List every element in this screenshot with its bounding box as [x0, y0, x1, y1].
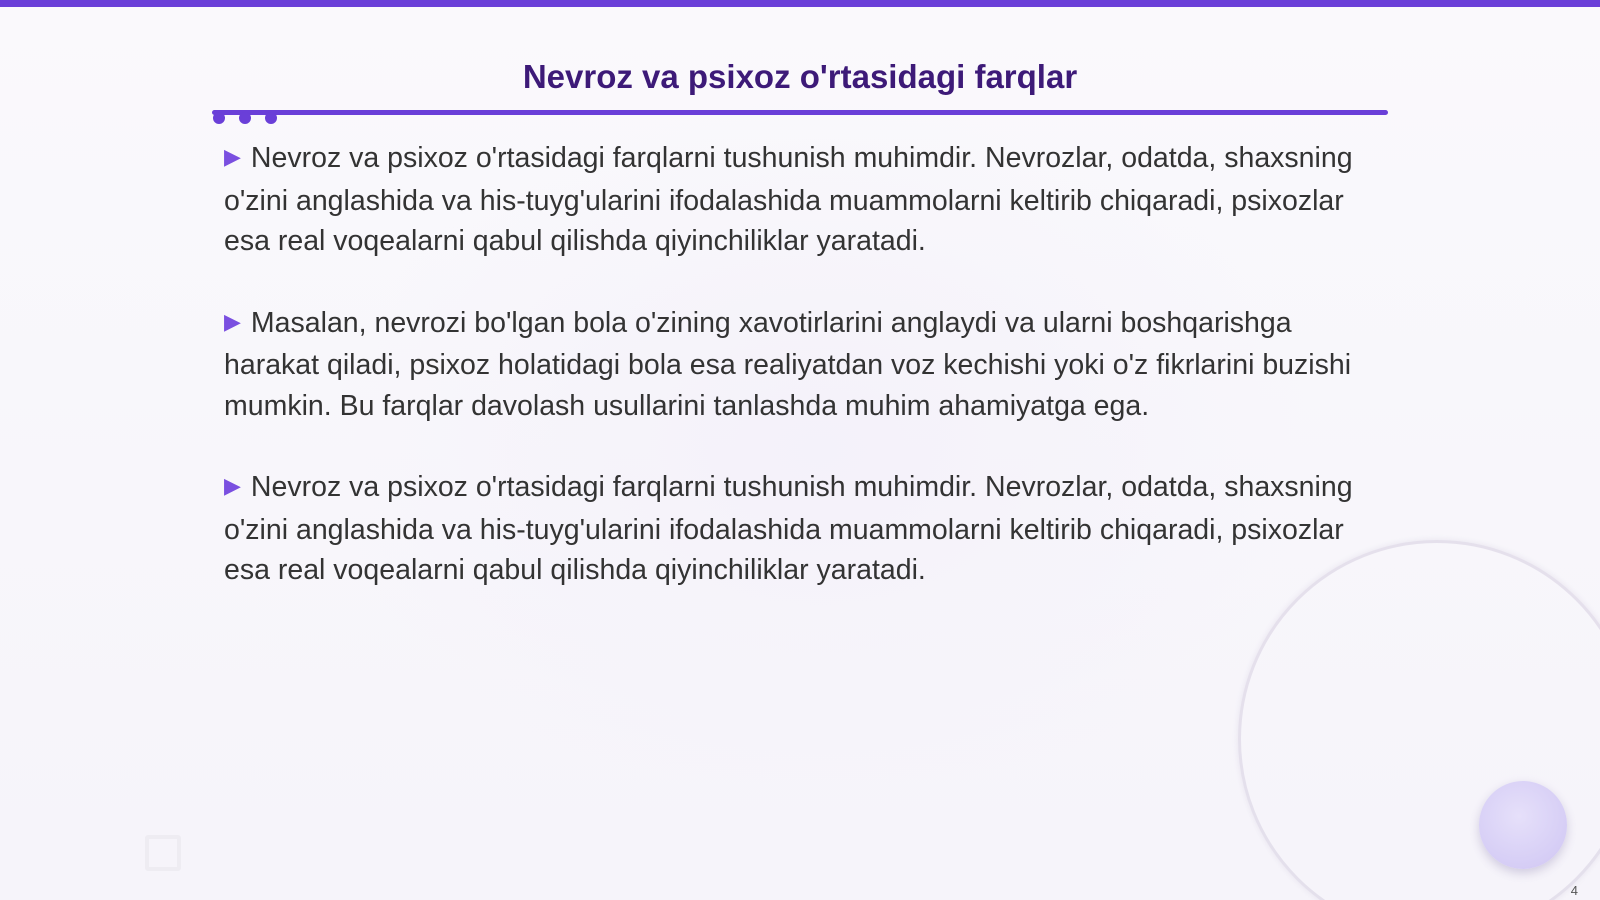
top-accent-bar	[0, 0, 1600, 7]
bullet-paragraph	[224, 138, 1384, 262]
paragraph-text: Masalan, nevrozi bo'lgan bola o'zining xavotirlarini anglaydi va ularni boshqarishga harakat qiladi, psixoz holatidagi bola esa realiyatdan voz kechishi yoki o'z fikrlarini buzishi mumkin. Bu farqlar davolash usullarini tanlashda muhim ahamiyatga ega.	[224, 306, 1352, 422]
triangle-bullet-icon: ▶	[224, 473, 241, 498]
paragraph-text: Nevroz va psixoz o'rtasidagi farqlarni tushunish muhimdir. Nevrozlar, odatda, shaxsning o'zini anglashida va his-tuyg'ularini ifodalashida muammolarni keltirib chiqaradi, psixozlar esa real voqealarni qabul qilishda qiyinchiliklar yaratadi.	[224, 142, 1353, 257]
decorative-dot	[239, 112, 251, 124]
paragraph-text: Nevroz va psixoz o'rtasidagi farqlarni tushunish muhimdir. Nevrozlar, odatda, shaxsning o'zini anglashida va his-tuyg'ularini ifodalashida muammolarni keltirib chiqaradi, psixozlar esa real voqealarni qabul qilishda qiyinchiliklar yaratadi.	[224, 471, 1353, 586]
title-underline	[212, 110, 1388, 115]
bullet-list	[224, 138, 1384, 632]
slide-title: Nevroz va psixoz o'rtasidagi farqlar	[522, 58, 1078, 95]
bullet-paragraph	[224, 467, 1384, 591]
decorative-square	[145, 835, 181, 871]
decorative-dot	[265, 112, 277, 124]
bullet-paragraph	[224, 303, 1384, 427]
triangle-bullet-icon: ▶	[224, 144, 241, 169]
page-number: 4	[1570, 883, 1578, 898]
decorative-dot	[213, 112, 225, 124]
decorative-circle	[1479, 781, 1567, 869]
triangle-bullet-icon: ▶	[224, 308, 241, 334]
